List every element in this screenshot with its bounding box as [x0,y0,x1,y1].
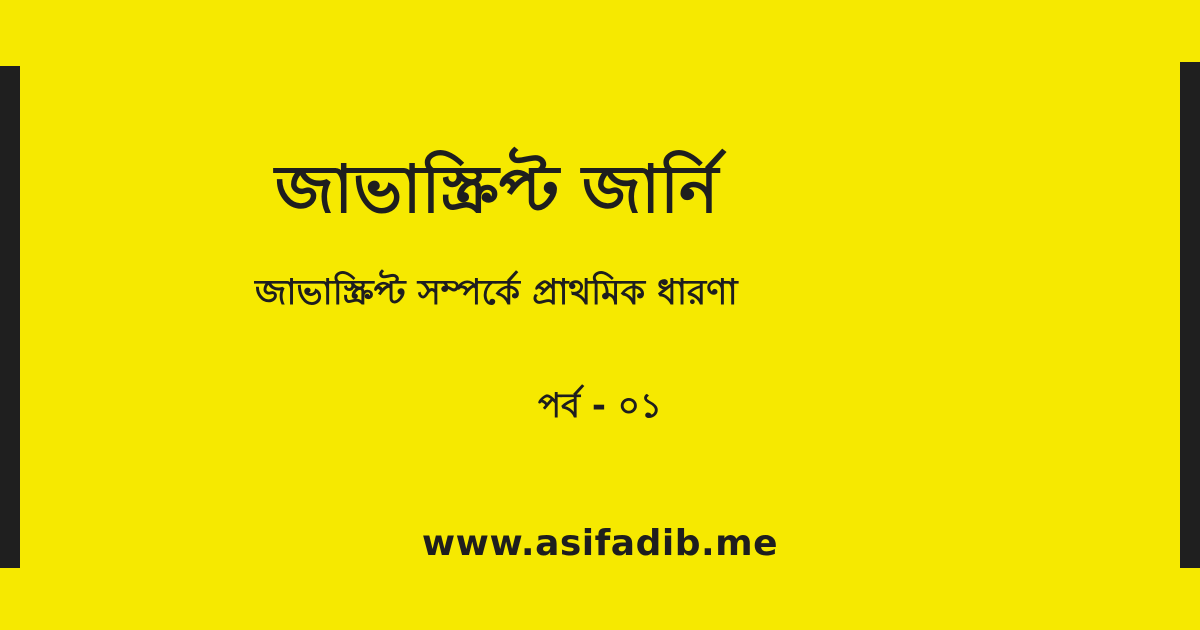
website-url: www.asifadib.me [421,523,779,564]
episode-label: পর্ব - ০১ [538,386,662,426]
left-side-bar [0,66,20,568]
banner-title: জাভাস্ক্রিপ্ট জার্নি [275,151,719,228]
banner-subtitle: জাভাস্ক্রিপ্ট সম্পর্কে প্রাথমিক ধারণা [255,273,738,313]
right-side-bar [1180,62,1200,568]
